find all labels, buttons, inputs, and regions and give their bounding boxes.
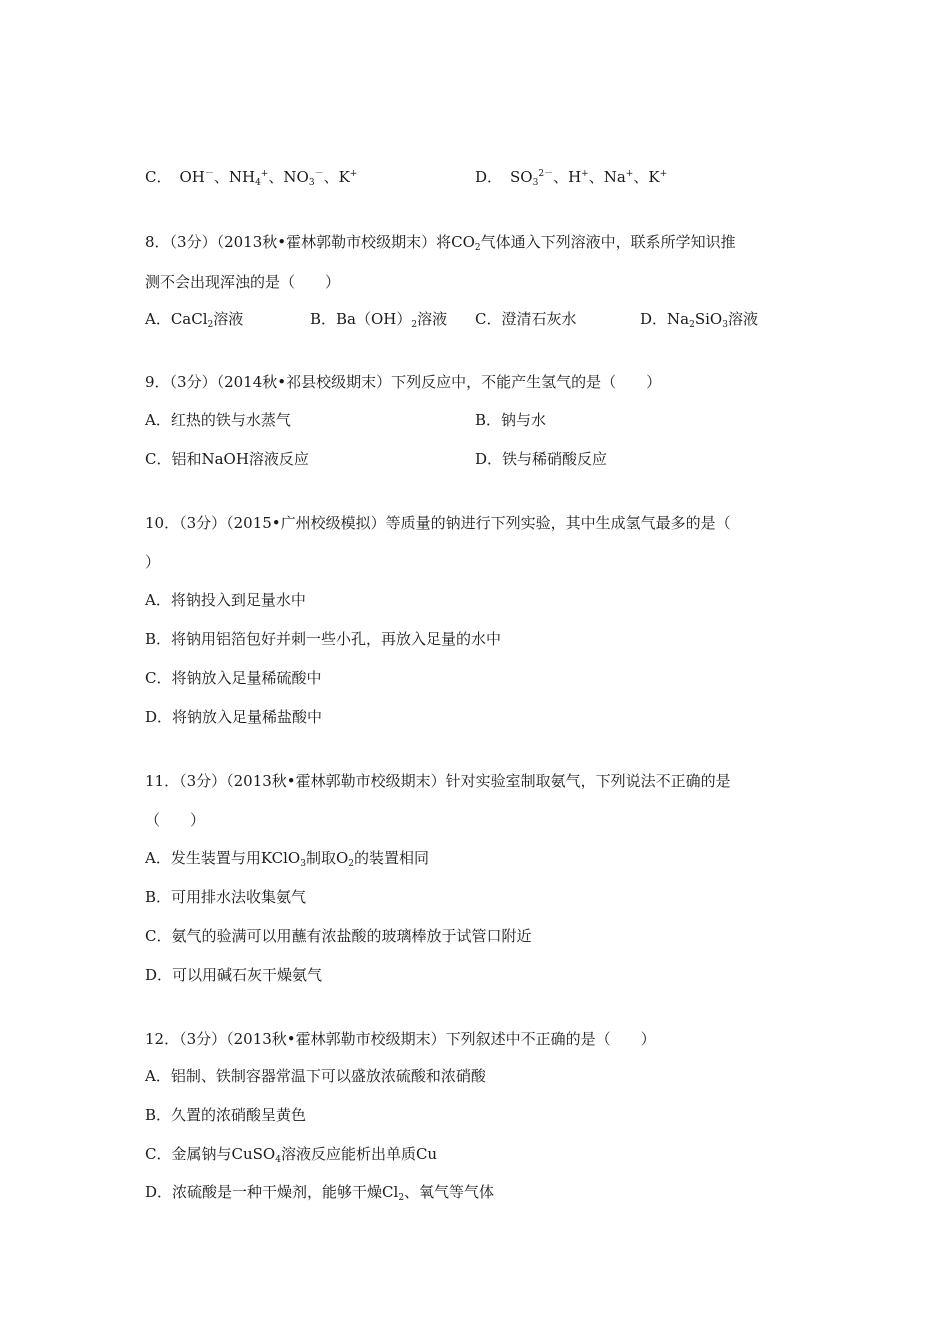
- text: OH: [179, 168, 205, 186]
- q9-option-a: A．红热的铁与水蒸气: [145, 411, 291, 429]
- subscript: 3: [308, 178, 315, 188]
- text: 、NO: [268, 168, 309, 186]
- subscript: 2: [207, 320, 214, 330]
- text: 气体通入下列溶液中，联系所学知识推: [480, 233, 736, 251]
- q10-option-d: D．将钠放入足量稀盐酸中: [145, 708, 323, 726]
- text: 8．（3分）（2013秋•霍林郭勒市校级期末）将CO: [145, 233, 475, 251]
- superscript: +: [260, 169, 269, 179]
- subscript: 4: [255, 178, 261, 188]
- text: B．Ba（OH）: [310, 310, 412, 328]
- option-label: C．: [145, 168, 172, 186]
- text: A．CaCl: [145, 310, 208, 328]
- superscript: －: [204, 169, 214, 179]
- text: D．浓硫酸是一种干燥剂，能够干燥Cl: [145, 1183, 399, 1201]
- q8-option-b: [310, 309, 447, 329]
- q8-option-d: [640, 309, 758, 329]
- option-label: D．: [475, 168, 503, 186]
- subscript: 3: [722, 320, 728, 330]
- q12-option-a: A．铝制、铁制容器常温下可以盛放浓硫酸和浓硝酸: [145, 1067, 486, 1085]
- q11-option-c: C．氨气的验满可以用蘸有浓盐酸的玻璃棒放于试管口附近: [145, 927, 532, 945]
- subscript: 3: [532, 178, 539, 188]
- superscript: －: [314, 169, 324, 179]
- superscript: +: [625, 169, 634, 179]
- text: 、K: [323, 168, 350, 186]
- q10-option-b: B．将钠用铝箔包好并刺一些小孔，再放入足量的水中: [145, 630, 502, 648]
- q8-stem-line1: [145, 232, 736, 252]
- text: D．Na: [640, 310, 690, 328]
- q8-option-c: C．澄清石灰水: [475, 310, 577, 328]
- text: 溶液: [417, 310, 448, 328]
- superscript: +: [349, 169, 358, 179]
- q9-option-b: B．钠与水: [475, 411, 547, 429]
- q9-stem: 9．（3分）（2014秋•祁县校级期末）下列反应中，不能产生氢气的是（ ）: [145, 373, 662, 391]
- q12-option-c: [145, 1144, 437, 1164]
- q12-stem: 12．（3分）（2013秋•霍林郭勒市校级期末）下列叙述中不正确的是（ ）: [145, 1030, 656, 1048]
- text: A．发生装置与用KClO: [145, 849, 301, 867]
- subscript: 3: [300, 859, 306, 869]
- q7-option-c: [145, 167, 357, 187]
- superscript: 2－: [538, 169, 554, 179]
- q11-option-b: B．可用排水法收集氨气: [145, 888, 307, 906]
- text: SiO: [694, 310, 723, 328]
- q10-stem-line2: ）: [145, 553, 161, 571]
- text: 制取O: [305, 849, 349, 867]
- q8-stem-line2: 测不会出现浑浊的是（ ）: [145, 273, 341, 291]
- text: SO: [510, 168, 533, 186]
- subscript: 2: [411, 320, 418, 330]
- text: 、Na: [588, 168, 626, 186]
- superscript: +: [581, 169, 589, 179]
- q10-stem-line1: 10．（3分）（2015•广州校级模拟）等质量的钠进行下列实验，其中生成氢气最多的是（: [145, 514, 731, 532]
- text: 溶液反应能析出单质Cu: [280, 1145, 438, 1163]
- q11-stem-line2: （ ）: [145, 811, 206, 829]
- text: 、H: [553, 168, 582, 186]
- q11-option-d: D．可以用碱石灰干燥氨气: [145, 966, 323, 984]
- subscript: 2: [348, 859, 354, 869]
- superscript: +: [659, 169, 668, 179]
- text: 、K: [633, 168, 660, 186]
- q12-option-d: [145, 1182, 494, 1202]
- subscript: 2: [398, 1193, 405, 1203]
- q11-option-a: [145, 848, 429, 868]
- q8-option-a: [145, 309, 243, 329]
- q11-stem-line1: 11．（3分）（2013秋•霍林郭勒市校级期末）针对实验室制取氨气，下列说法不正确的是: [145, 772, 731, 790]
- text: 、NH: [213, 168, 256, 186]
- q9-option-d: D．铁与稀硝酸反应: [475, 450, 608, 468]
- subscript: 2: [474, 243, 481, 253]
- q10-option-c: C．将钠放入足量稀硫酸中: [145, 669, 322, 687]
- q7-option-d: [475, 167, 667, 187]
- text: 溶液: [727, 310, 758, 328]
- q12-option-b: B．久置的浓硝酸呈黄色: [145, 1106, 307, 1124]
- text: 、氧气等气体: [404, 1183, 495, 1201]
- q10-option-a: A．将钠投入到足量水中: [145, 591, 306, 609]
- text: C．金属钠与CuSO: [145, 1145, 276, 1163]
- text: 的装置相同: [354, 849, 430, 867]
- text: 溶液: [213, 310, 244, 328]
- q9-option-c: C．铝和NaOH溶液反应: [145, 450, 309, 468]
- subscript: 4: [275, 1155, 281, 1165]
- subscript: 2: [689, 320, 695, 330]
